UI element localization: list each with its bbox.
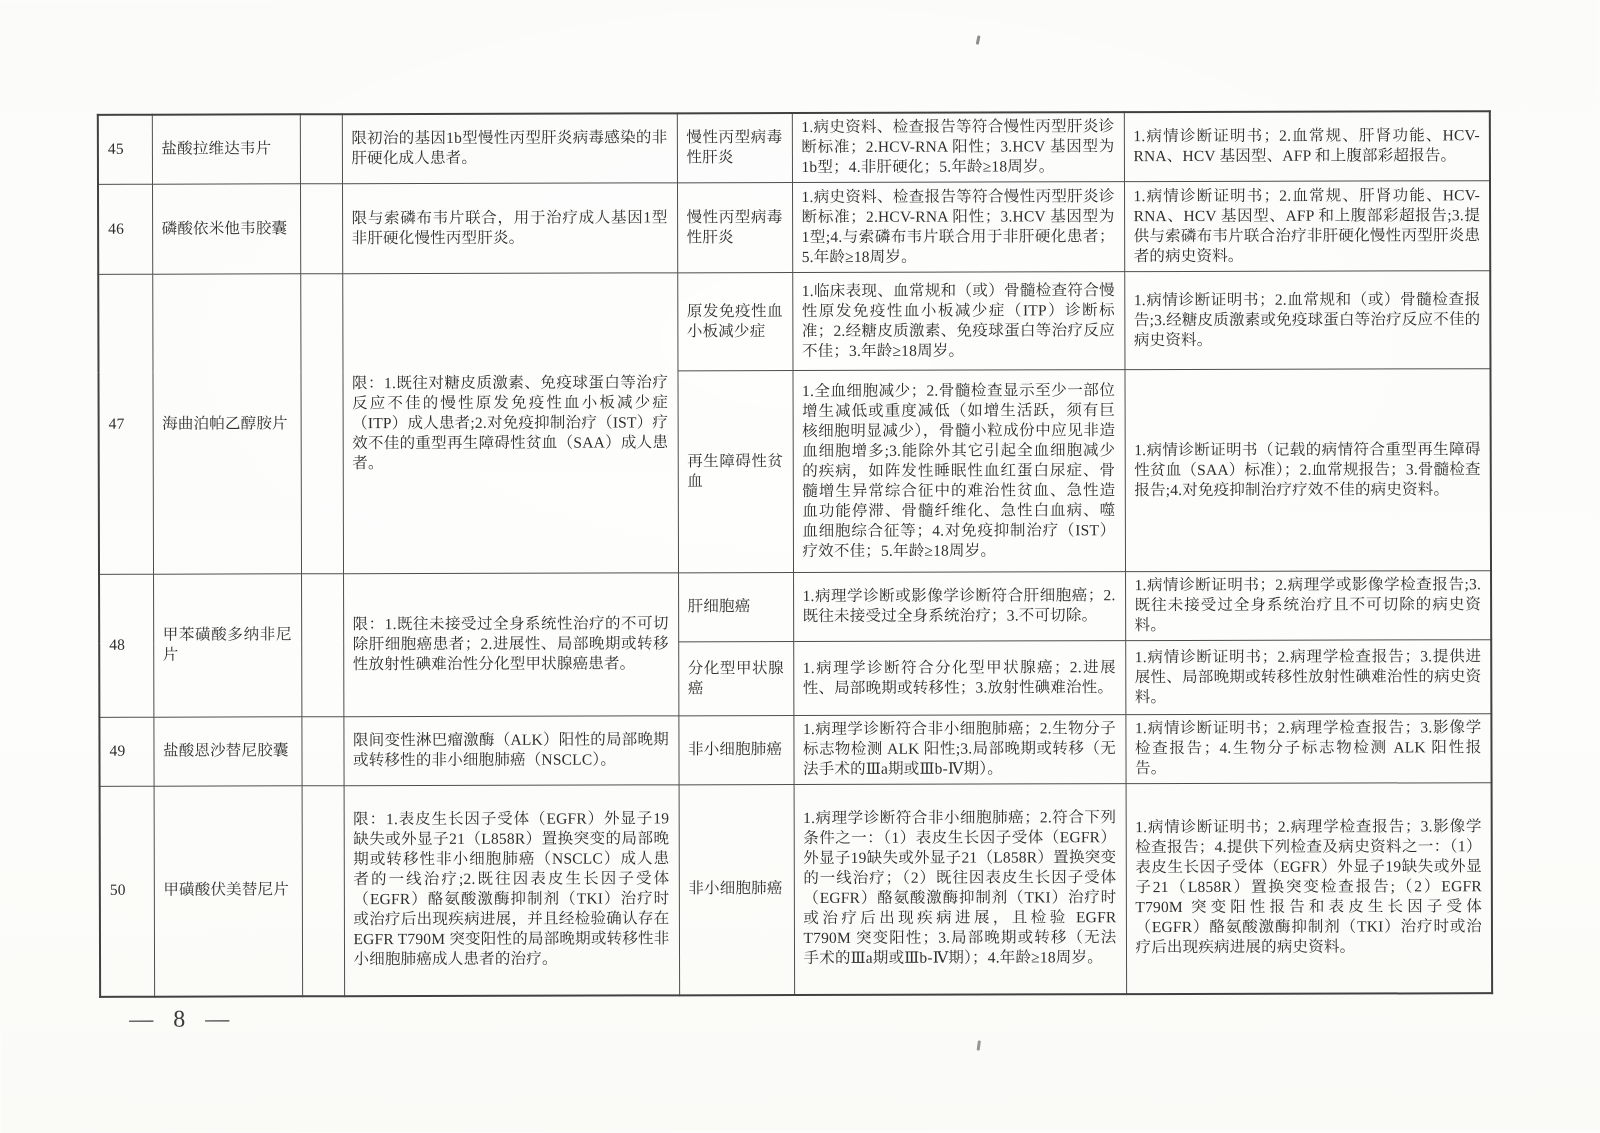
row-number: 49 <box>99 717 153 786</box>
table-row <box>98 181 1490 275</box>
empty-cell <box>300 114 342 184</box>
drug-name: 甲磺酸伏美替尼片 <box>154 786 303 996</box>
disease-name: 非小细胞肺癌 <box>679 785 795 995</box>
row-number: 48 <box>99 574 153 717</box>
disease-name: 非小细胞肺癌 <box>678 716 793 785</box>
scan-speck <box>977 1040 981 1050</box>
scan-speck <box>976 35 981 44</box>
empty-cell <box>300 184 342 274</box>
documents-text: 1.病情诊断证明书；2.血常规、肝肾功能、HCV-RNA、HCV 基因型、AFP 和上腹部彩超报告。 <box>1124 111 1490 181</box>
documents-text: 1.病情诊断证明书；2.血常规和（或）骨髓检查报告;3.经糖皮质激素或免疫球蛋白等治疗反应不佳的病史资料。 <box>1124 271 1490 370</box>
restriction-text: 限与索磷布韦片联合，用于治疗成人基因1型非肝硬化慢性丙型肝炎。 <box>342 183 677 274</box>
disease-name: 慢性丙型病毒性肝炎 <box>677 113 792 183</box>
table-row <box>99 571 1491 644</box>
documents-text: 1.病情诊断证明书；2.血常规、肝肾功能、HCV-RNA、HCV 基因型、AFP 和上腹部彩超报告;3.提供与索磷布韦片联合治疗非肝硬化慢性丙型肝炎患者的病史资料。 <box>1124 181 1490 272</box>
criteria-text: 1.临床表现、血常规和（或）骨髓检查符合慢性原发免疫性血小板减少症（ITP）诊断标准；2.经糖皮质激素、免疫球蛋白等治疗反应不佳；3.年龄≥18周岁。 <box>792 272 1124 371</box>
drug-name: 盐酸拉维达韦片 <box>152 114 300 184</box>
disease-name: 再生障碍性贫血 <box>677 371 793 573</box>
documents-text: 1.病情诊断证明书；2.病理学或影像学检查报告;3.既往未接受过全身系统治疗且不可切除的病史资料。 <box>1125 571 1491 641</box>
criteria-text: 1.病史资料、检查报告等符合慢性丙型肝炎诊断标准；2.HCV-RNA 阳性；3.HCV 基因型为1b型；4.非肝硬化；5.年龄≥18周岁。 <box>792 112 1124 182</box>
row-number: 45 <box>98 115 152 185</box>
restriction-text: 限：1.表皮生长因子受体（EGFR）外显子19缺失或外显子21（L858R）置换突变的局部晚期或转移性非小细胞肺癌（NSCLC）成人患者的一线治疗;2.既往因表皮生长因子受体（EGFR）酪氨酸激酶抑制剂（TKI）治疗时或治疗后出现疾病进展，并且经检验确认存在 EGFR T790M 突变阳性的局部晚期或转移性非小细胞肺癌成人患者的治疗。 <box>344 785 680 996</box>
documents-text: 1.病情诊断证明书；2.病理学检查报告；3.提供进展性、局部晚期或转移性放射性碘难治性的病史资料。 <box>1125 640 1491 715</box>
documents-text: 1.病情诊断证明书；2.病理学检查报告；3.影像学检查报告；4.提供下列检查及病史资料之一：（1）表皮生长因子受体（EGFR）外显子19缺失或外显子21（L858R）置换突变检查报告;（2）EGFR T790M 突变阳性报告和表皮生长因子受体（EGFR）酪氨酸激酶抑制剂（TKI）治疗时或治疗后出现疾病进展的病史资料。 <box>1126 783 1493 994</box>
criteria-text: 1.病理学诊断符合非小细胞肺癌；2.生物分子标志物检测 ALK 阳性;3.局部晚期或转移（无法手术的Ⅲa期或Ⅲb-Ⅳ期）。 <box>793 715 1125 785</box>
restriction-text: 限间变性淋巴瘤激酶（ALK）阳性的局部晚期或转移性的非小细胞肺癌（NSCLC）。 <box>343 716 678 786</box>
criteria-text: 1.病理学诊断符合分化型甲状腺癌；2.进展性、局部晚期或转移性；3.放射性碘难治性。 <box>793 641 1125 716</box>
restriction-text: 限初治的基因1b型慢性丙型肝炎病毒感染的非肝硬化成人患者。 <box>342 113 677 183</box>
drug-name: 海曲泊帕乙醇胺片 <box>152 274 301 574</box>
restriction-text: 限：1.既往对糖皮质激素、免疫球蛋白等治疗反应不佳的慢性原发免疫性血小板减少症（ITP）成人患者;2.对免疫抑制治疗（IST）疗效不佳的重型再生障碍性贫血（SAA）成人患者。 <box>342 273 678 574</box>
empty-cell <box>301 574 343 717</box>
row-number: 50 <box>100 786 155 996</box>
table-row <box>99 714 1491 787</box>
disease-name: 分化型甲状腺癌 <box>678 642 793 716</box>
drug-name: 盐酸恩沙替尼胶囊 <box>153 717 301 786</box>
criteria-text: 1.病理学诊断符合非小细胞肺癌；2.符合下列条件之一：（1）表皮生长因子受体（EGFR）外显子19缺失或外显子21（L858R）置换突变的一线治疗；（2）既往因表皮生长因子受体（EGFR）酪氨酸激酶抑制剂（TKI）治疗时或治疗后出现疾病进展，且检验 EGFR T790M 突变阳性；3.局部晚期或转移（无法手术的Ⅲa期或Ⅲb-Ⅳ期）；4.年龄≥18周岁。 <box>794 784 1127 995</box>
empty-cell <box>300 274 343 574</box>
documents-text: 1.病情诊断证明书（记载的病情符合重型再生障碍性贫血（SAA）标准）；2.血常规报告；3.骨髓检查报告;4.对免疫抑制治疗疗效不佳的病史资料。 <box>1124 369 1491 572</box>
table-row <box>98 111 1490 184</box>
disease-name: 肝细胞癌 <box>678 573 793 642</box>
drug-name: 甲苯磺酸多纳非尼片 <box>153 574 301 717</box>
criteria-text: 1.病理学诊断或影像学诊断符合肝细胞癌；2.既往未接受过全身系统治疗；3.不可切除。 <box>793 572 1125 642</box>
page-number: — 8 — <box>129 1006 232 1033</box>
row-number: 46 <box>98 184 152 274</box>
drug-reimbursement-table <box>97 110 1493 997</box>
disease-name: 慢性丙型病毒性肝炎 <box>677 183 792 273</box>
table-row <box>98 271 1490 373</box>
criteria-text: 1.病史资料、检查报告等符合慢性丙型肝炎诊断标准；2.HCV-RNA 阳性；3.HCV 基因型为1型;4.与索磷布韦片联合用于非肝硬化患者；5.年龄≥18周岁。 <box>792 182 1124 273</box>
empty-cell <box>301 717 343 786</box>
drug-name: 磷酸依米他韦胶囊 <box>152 184 300 274</box>
disease-name: 原发免疫性血小板减少症 <box>677 273 792 371</box>
empty-cell <box>302 786 345 996</box>
restriction-text: 限：1.既往未接受过全身系统性治疗的不可切除肝细胞癌患者；2.进展性、局部晚期或转移性放射性碘难治性分化型甲状腺癌患者。 <box>343 573 678 717</box>
criteria-text: 1.全血细胞减少；2.骨髓检查显示至少一部位增生减低或重度减低（如增生活跃，须有巨核细胞明显减少），骨髓小粒成份中应见非造血细胞增多;3.能除外其它引起全血细胞减少的疾病，如阵发性睡眠性血红蛋白尿症、骨髓增生异常综合征中的难治性贫血、急性造血功能停滞、骨髓纤维化、急性白血病、噬血细胞综合征等；4.对免疫抑制治疗（IST）疗效不佳；5.年龄≥18周岁。 <box>792 370 1125 573</box>
row-number: 47 <box>98 274 153 574</box>
table-row <box>100 783 1493 997</box>
documents-text: 1.病情诊断证明书；2.病理学检查报告；3.影像学检查报告；4.生物分子标志物检测 ALK 阳性报告。 <box>1125 714 1491 784</box>
